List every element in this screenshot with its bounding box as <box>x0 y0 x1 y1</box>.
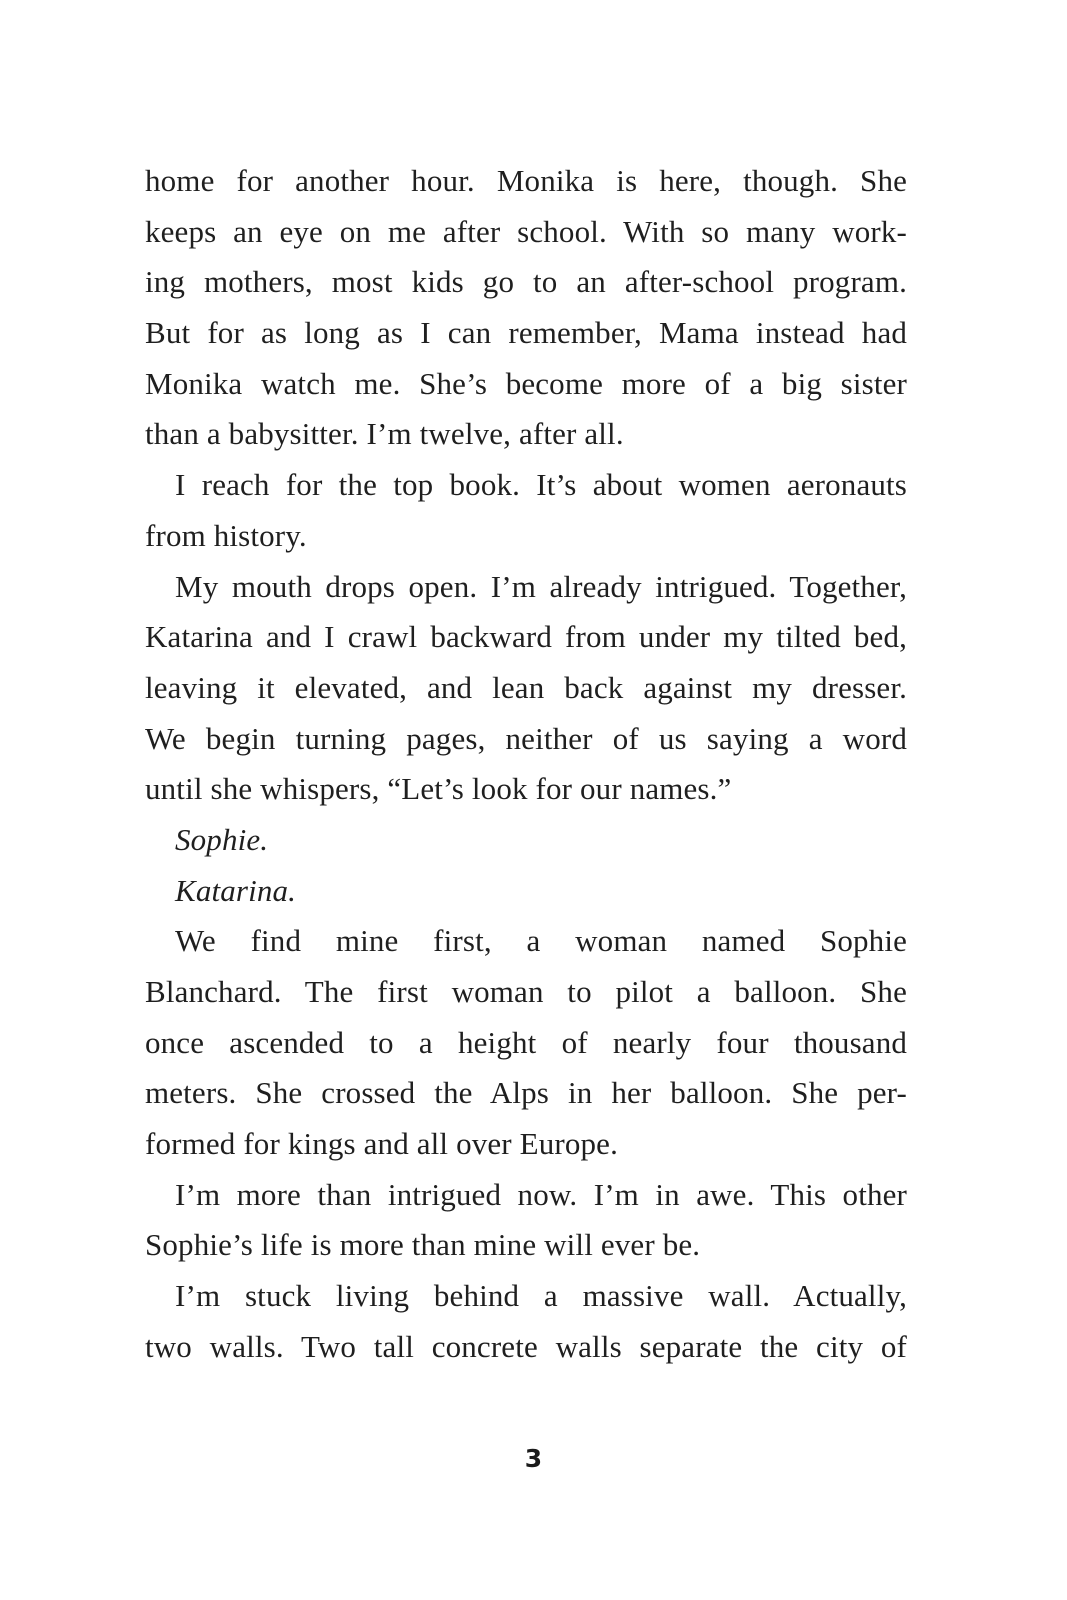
text-line: from history. <box>145 517 307 553</box>
text-line: Blanchard. The first woman to pilot a balloon. She <box>145 974 907 1009</box>
text-line-italic: Katarina. <box>175 872 297 908</box>
text-line: ing mothers, most kids go to an after-school program. <box>145 264 907 300</box>
text-line-italic: Sophie. <box>175 821 269 857</box>
text-line: I reach for the top book. It’s about women aeronauts <box>175 467 907 503</box>
text-line: keeps an eye on me after school. With so many work- <box>145 213 907 249</box>
text-line: meters. She crossed the Alps in her balloon. She per- <box>145 1075 907 1111</box>
text-line: Sophie’s life is more than mine will ever be. <box>145 1227 701 1263</box>
text-line: My mouth drops open. I’m already intrigued. Together, <box>175 568 907 604</box>
text-line: We begin turning pages, neither of us saying a word <box>145 720 907 756</box>
text-line: than a babysitter. I’m twelve, after all. <box>145 416 624 452</box>
text-line: home for another hour. Monika is here, though. She <box>145 163 907 198</box>
text-line: Katarina and I crawl backward from under my tilted bed, <box>145 619 907 655</box>
text-line: formed for kings and all over Europe. <box>145 1126 618 1162</box>
text-line: I’m more than intrigued now. I’m in awe. This other <box>175 1176 907 1212</box>
body-text <box>145 156 907 1373</box>
text-line: I’m stuck living behind a massive wall. Actually, <box>175 1278 907 1314</box>
text-line: Monika watch me. She’s become more of a big sister <box>145 365 907 401</box>
text-line: But for as long as I can remember, Mama instead had <box>145 315 907 351</box>
text-line: We find mine first, a woman named Sophie <box>175 923 907 959</box>
text-line: until she whispers, “Let’s look for our names.” <box>145 771 732 807</box>
text-line: leaving it elevated, and lean back against my dresser. <box>145 669 907 705</box>
text-line: once ascended to a height of nearly four thousand <box>145 1024 907 1060</box>
text-line: two walls. Two tall concrete walls separate the city of <box>145 1328 907 1364</box>
page-number: 3 <box>524 1444 543 1473</box>
